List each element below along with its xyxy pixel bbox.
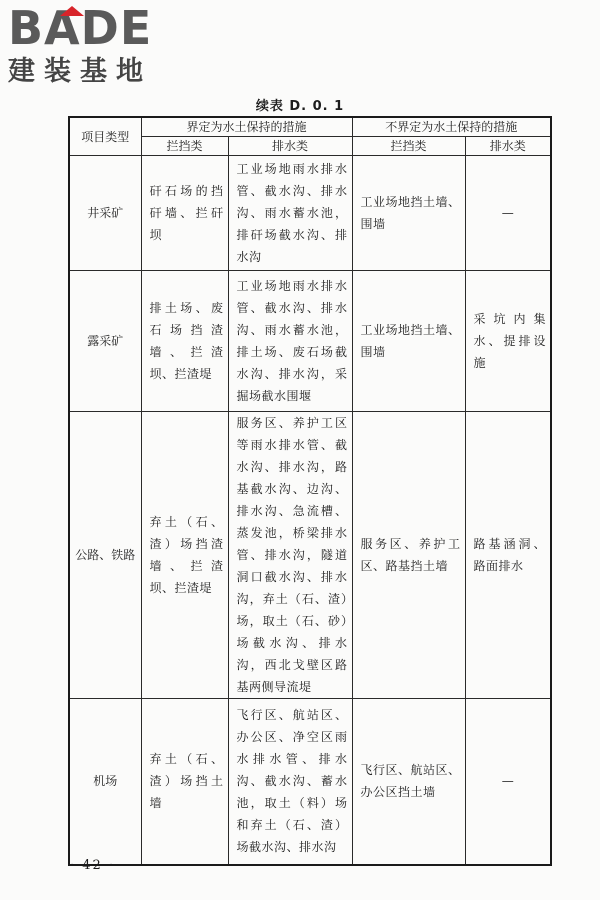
logo-subtitle: 建装基地	[8, 56, 152, 87]
header-drainage-1: 排水类	[228, 137, 352, 156]
measures-table	[68, 116, 552, 866]
cell-retaining-included: 排土场、废石场挡渣墙、拦渣坝、拦渣堤	[141, 271, 228, 412]
page-number: · 42 ·	[70, 858, 116, 873]
bade-logo	[8, 1, 178, 94]
cell-retaining-excluded: 飞行区、航站区、办公区挡土墙	[352, 699, 465, 865]
header-drainage-2: 排水类	[465, 137, 551, 156]
cell-drainage-included: 服务区、养护工区等雨水排水管、截水沟、排水沟，路基截水沟、边沟、排水沟、急流槽、蒸发池，桥梁排水管、排水沟，隧道洞口截水沟、排水沟，弃土（石、渣）场，取土（石、砂）场截水沟、排水沟，西北戈壁区路基两侧导流堤	[228, 412, 352, 699]
table-caption: 续表 D. 0. 1	[255, 99, 345, 114]
cell-retaining-included: 弃土（石、渣）场挡渣墙、拦渣坝、拦渣堤	[141, 412, 228, 699]
header-project-type: 项目类型	[69, 117, 141, 156]
table-row	[69, 699, 551, 865]
row-type: 机场	[69, 699, 141, 865]
cell-drainage-included: 工业场地雨水排水管、截水沟、排水沟、雨水蓄水池，排土场、废石场截水沟、排水沟，采掘场截水围堰	[228, 271, 352, 412]
cell-drainage-excluded: —	[465, 156, 551, 271]
cell-retaining-included: 弃土（石、渣）场挡土墙	[141, 699, 228, 865]
logo-accent-triangle	[60, 6, 84, 16]
header-retaining-1: 拦挡类	[141, 137, 228, 156]
table-row	[69, 412, 551, 699]
cell-drainage-excluded: 采坑内集水、提排设施	[465, 271, 551, 412]
cell-drainage-excluded: —	[465, 699, 551, 865]
table-row	[69, 156, 551, 271]
header-group-included: 界定为水土保持的措施	[141, 117, 352, 137]
cell-drainage-included: 飞行区、航站区、办公区、净空区雨水排水管、排水沟、截水沟、蓄水池，取土（料）场和弃土（石、渣）场截水沟、排水沟	[228, 699, 352, 865]
table-row	[69, 271, 551, 412]
cell-drainage-included: 工业场地雨水排水管、截水沟、排水沟、雨水蓄水池，排矸场截水沟、排水沟	[228, 156, 352, 271]
header-group-excluded: 不界定为水土保持的措施	[352, 117, 551, 137]
header-retaining-2: 拦挡类	[352, 137, 465, 156]
cell-retaining-included: 矸石场的挡矸墙、拦矸坝	[141, 156, 228, 271]
logo-brand: BADE	[8, 1, 153, 55]
row-type: 井采矿	[69, 156, 141, 271]
cell-retaining-excluded: 工业场地挡土墙、围墙	[352, 156, 465, 271]
row-type: 露采矿	[69, 271, 141, 412]
cell-retaining-excluded: 工业场地挡土墙、围墙	[352, 271, 465, 412]
cell-retaining-excluded: 服务区、养护工区、路基挡土墙	[352, 412, 465, 699]
row-type: 公路、铁路	[69, 412, 141, 699]
cell-drainage-excluded: 路基涵洞、路面排水	[465, 412, 551, 699]
